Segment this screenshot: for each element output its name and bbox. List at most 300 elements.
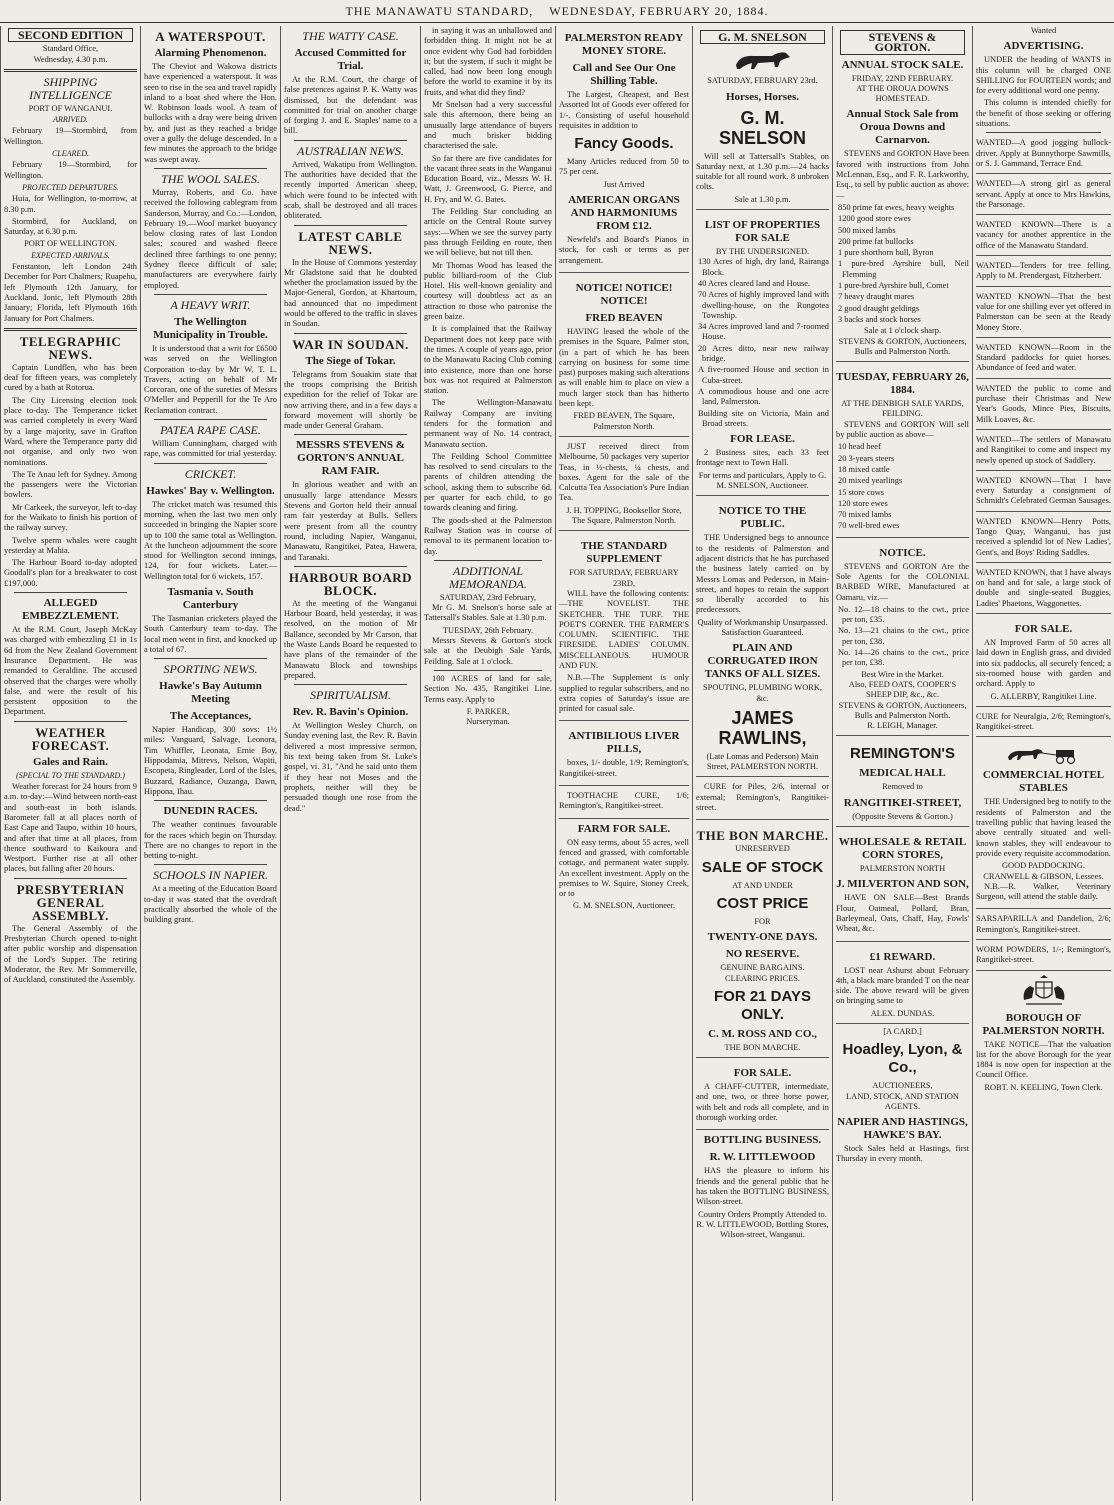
harbour-heading: HARBOUR BOARD BLOCK. — [288, 569, 413, 598]
advertiser-signature: G. M. SNELSON, Auctioneer. — [572, 901, 676, 911]
bon-marche-heading: THE BON MARCHE. — [696, 828, 829, 844]
opposite-line: (Opposite Stevens & Gorton.) — [852, 811, 953, 821]
stock-list — [836, 203, 969, 325]
article-text: At the R.M. Court, the charge of false pretences against P. K. Watty was dismissed, but the defendant was committed for trial on another charge of forging J. and E. Staples' name to a bill. — [284, 75, 417, 136]
sale-subheading: Annual Stock Sale from Oroua Downs and Carnarvon. — [846, 108, 959, 147]
article-text: The Feilding Star concluding an article on the Central Route survey says:—When we see the survey party pass through Feilding en route, then we will believe, but not till then. — [424, 207, 552, 258]
wanted-advert: WANTED—A strong girl as general servant. Apply at once to Mrs Hawkins, the Parsonage. — [976, 177, 1111, 215]
article-text: Napier Handicap, 300 sovs: 1½ miles: Vanguard, Salvage, Leonora, Tim Whiffler, Leonata, Ernie Boy, Hippodamia, Mitrevs, Nelson, Wapiti, Escopeta, Ringleader, Lord of the Isles, Buzzard, Radiance, Ouzanga, Dawn, Hippona, Ihau. — [144, 725, 277, 796]
divider — [154, 294, 267, 295]
for-21-days: FOR 21 DAYS ONLY. — [714, 987, 811, 1023]
agents-line: LAND, STOCK, AND STATION AGENTS. — [846, 1091, 959, 1111]
public-notice-heading: NOTICE TO THE PUBLIC. — [718, 505, 807, 531]
advertiser-name: FRED BEAVEN — [585, 311, 663, 324]
advertiser-name: G. M. SNELSON — [718, 107, 806, 148]
chaff-cutter-advert — [696, 1061, 829, 1130]
advert-text: HAS the pleasure to inform his friends and the general public that he has taken the BOTTLING BUSINESS, Wilson-street. — [696, 1166, 829, 1207]
stock-sale-advert — [836, 26, 969, 362]
horses-subheading: Horses, Horses. — [725, 90, 799, 103]
waterspout-heading: A WATERSPOUT. — [155, 29, 266, 44]
divider — [294, 566, 407, 567]
divider — [154, 864, 267, 865]
article-text: The Harbour Board to-day adopted Goodall's plan for a breakwater to cost £197,000. — [4, 558, 137, 588]
for-line: FOR — [754, 916, 771, 926]
corn-stores-heading: WHOLESALE & RETAIL CORN STORES, — [838, 836, 967, 862]
list-item: 850 prime fat ewes, heavy weights — [838, 202, 955, 212]
advert-text: The Largest, Cheapest, and Best Assorted lot of Goods ever offered for 1/-. Consisting of useful household requisites in addition to — [559, 90, 689, 130]
wanted-advert: WANTED—A good jogging bullock-driver. Apply at Bunnythorpe Sawmills, or S. J. Gammand, Terrace End. — [976, 136, 1111, 174]
annual-sale-heading: ANNUAL STOCK SALE. — [841, 58, 964, 71]
sale-venue: AT THE DENBIGH SALE YARDS, FEILDING. — [841, 399, 964, 419]
list-item: 200 prime fat bullocks — [838, 236, 914, 246]
advert-text: UNDER the heading of WANTS in this column will be charged ONE SHILLING for FOURTEEN words; and for every additional word one penny. — [976, 55, 1111, 96]
list-item: 10 head beef — [838, 442, 881, 452]
arrived-entry: February 19—Stormbird, from Wellington. — [4, 126, 137, 146]
sale-venue: AT THE OROUA DOWNS HOMESTEAD. — [856, 83, 949, 104]
toothache-advert — [559, 789, 689, 819]
spiritualism-subheading: Rev. R. Bavin's Opinion. — [292, 706, 409, 719]
clearing-prices: CLEARING PRICES. — [725, 973, 800, 983]
advertiser-signature: R. W. LITTLEWOOD, Bottling Stores, Wilson-street, Wanganui. — [696, 1219, 829, 1240]
coat-of-arms-icon — [1016, 974, 1072, 1008]
cost-price: COST PRICE — [716, 894, 809, 912]
lease-heading: FOR LEASE. — [730, 433, 795, 446]
column-8 — [972, 26, 1114, 1501]
advert-text: Newfeld's and Board's Pianos in stock, for cash or terms as per arrangement. — [559, 235, 689, 265]
supplement-heading: THE STANDARD SUPPLEMENT — [580, 540, 668, 566]
cable-heading: LATEST CABLE NEWS. — [298, 228, 403, 257]
cricket-subheading: Hawkes' Bay v. Wellington. — [146, 484, 275, 497]
article-text: At the meeting of the Wanganui Harbour Board, held yesterday, it was resolved, on the motion of Mr Ballance, seconded by Mr Carson, that the Waste Lands Board be requested to have plans of the remainder of the Manawatu Block and townships prepared. — [284, 598, 417, 680]
column-5 — [555, 26, 692, 1501]
article-text: Mr Thomas Wood has leased the public billiard-room of the Club Hotel. His well-known geniality and courtesy will doubtless act as an attraction to those who patronise the green baize. — [424, 260, 552, 322]
reward-advert — [836, 945, 969, 1024]
advertiser-name: F. PARKER, — [466, 706, 510, 716]
wanted-advert: WANTED—The settlers of Manawatu and Rangitikei to come and inspect my newly opened up stock of Saddlery. — [976, 433, 1111, 471]
sporting-heading: SPORTING NEWS. — [163, 662, 258, 677]
article-text: in saying it was an unhallowed and forbidden thing. It might not be at once evident why God had forbidden it; but the system, if such it might be called, had now been long enough before the world to examine it by its fruits, and what did they find? — [424, 26, 552, 97]
properties-list — [696, 257, 829, 429]
advertiser-name: C. M. ROSS AND CO., — [708, 1027, 817, 1040]
wanted-advert: WANTED—Tenders for tree felling. Apply to M. Prendergast, Fitzherbert. — [976, 259, 1111, 287]
list-item: 34 Acres improved land and 7-roomed House. — [698, 322, 829, 342]
weather-heading: WEATHER FORECAST. — [31, 724, 110, 753]
divider — [294, 140, 407, 141]
divider — [434, 670, 542, 671]
list-item: 7 heavy draught mares — [838, 292, 915, 302]
for-sale-heading: FOR SALE. — [733, 1067, 792, 1080]
hotel-stables-advert — [976, 740, 1111, 909]
country-orders-line: Country Orders Promptly Attended to. — [698, 1209, 827, 1219]
article-text: Arrived, Wakatipu from Wellington. The authorities have decided that the recently imported American sheep, which were found to be infected with scab, shall be destroyed and all traces obliterated. — [284, 159, 417, 221]
properties-advert — [696, 213, 829, 496]
arrived-label: ARRIVED. — [53, 115, 88, 125]
article-text: At the R.M. Court, Joseph McKay was charged with embezzling £1 in 1s 6d from the New Zealand Government Insurance Department. He was remanded to Geraldine. The accused observed that the charges were wholly false, and were the result of his persistent opposition to the Department. — [4, 625, 137, 717]
port-wanganui: PORT OF WANGANUI. — [28, 103, 113, 113]
article-text: At Wellington Wesley Church, on Sunday evening last, the Rev. R. Bavin delivered a most impressive sermon, his text being taken from St. Luke's gospel, vi. 31, "And he said unto them if they hear not Moses and the prophets, neither will they be persuaded though one rose from the dead." — [284, 721, 417, 813]
piles-advert — [696, 780, 829, 820]
wanted-advert: WANTED KNOWN—Henry Potts, Tango Quay, Wanganui, has just received a splendid lot of New Ladies', Gent's, and Boys' Riding Saddles. — [976, 515, 1111, 563]
properties-subheading: BY THE UNDERSIGNED. — [715, 247, 810, 257]
bon-marche-advert — [696, 823, 829, 1058]
street-line: RANGITIKEI-STREET, — [843, 796, 962, 809]
advertiser-name: JAMES RAWLINS, — [718, 707, 807, 748]
stevens-gorton-heading: STEVENS & GORTON. — [840, 30, 965, 55]
projected-entry: Huia, for Wellington, to-morrow, at 8.30 p.m. — [4, 194, 137, 214]
advert-text: TAKE NOTICE—That the valuation list for the above Borough for the year 1884 is now open for inspection at the Council Office. — [976, 1039, 1111, 1080]
list-item: 15 store cows — [838, 487, 885, 497]
advert-text: THE Undersigned beg to notify to the residents of Palmerston and the travelling public that having leased the above centrally situated and well-known stables, they will endeavour to provide every requisite accommodation. — [976, 797, 1111, 858]
sale-date: SATURDAY, FEBRUARY 23rd. — [707, 76, 818, 86]
dunedin-heading: DUNEDIN RACES. — [163, 805, 258, 818]
advert-text: N.B.—The Supplement is only supplied to regular subscribers, and no extra copies of Saturday's issue are printed for casual sale. — [559, 673, 689, 714]
column-7 — [832, 26, 972, 1501]
advert-text: LOST near Ashurst about February 4th, a black mare branded T on the near side. The above reward will be given on bringing same to — [836, 965, 969, 1006]
memo-entry: Messrs Stevens & Gorton's stock sale at the Deubigh Sale Yards, Feilding. Sale at 1 o'clock. — [424, 636, 552, 666]
corn-stores-advert — [836, 830, 969, 941]
weather-special: (SPECIAL TO THE STANDARD.) — [16, 770, 125, 780]
projected-entry: Stormbird, for Auckland, on Saturday, at 6.30 p.m. — [4, 216, 137, 237]
also-line: Also, FEED OATS, COOPER'S SHEEP DIP, &c., &c. — [848, 679, 957, 700]
advert-text: JUST received direct from Melbourne, 50 packages very superior Teas, in ½-chests, ¼ chests, and boxes. Agent for the sale of the Calcutta Tea Association's Pure Indian Tea. — [559, 441, 689, 503]
memo-date: TUESDAY, 26th February. — [442, 625, 534, 635]
advertiser-business: THE BON MARCHE. — [724, 1042, 801, 1052]
article-text: The Cheviot and Wakowa districts have experienced a waterspout. It was seen to rise in the sea and travel rapidly inland to a boat shed where the Hon. W. Robinson loads wool. A team of bullocks with a dray were being driven by, and just as they reached a bridge over a gully the deluge descended. In a few minutes the approach to the bridge was swept away. — [144, 62, 277, 164]
snelson-heading: G. M. SNELSON — [700, 30, 825, 44]
presbyterian-heading: PRESBYTERIAN GENERAL ASSEMBLY. — [16, 881, 125, 923]
manager-name: R. LEIGH, Manager. — [867, 721, 938, 731]
divider — [154, 463, 267, 464]
list-item: 1 pure-bred Ayrshire bull, Neil Flemming — [838, 259, 969, 279]
expected-text: Fenstanton, left London 24th December for Port Chalmers; Ruapehu, left Plymouth 12th January, for Auckland. Ionic, left Plymouth 28th January; Florida, left Plymouth 16th January for Port Chalmers. — [4, 262, 137, 323]
advert-text: N.B.—R. Walker, Veterinary Surgeon, will attend the stable daily. — [976, 881, 1111, 902]
advertising-heading: ADVERTISING. — [1003, 40, 1084, 53]
wanted-advert: WANTED KNOWN—Room in the Standard paddocks for quiet horses. Abundance of feed and water. — [976, 341, 1111, 379]
second-edition-heading: SECOND EDITION — [8, 28, 133, 42]
tea-advert — [559, 440, 689, 531]
spouting-line: SPOUTING, PLUMBING WORK, &c. — [703, 683, 822, 703]
best-wire-line: Best Wire in the Market. — [861, 669, 944, 679]
column-3 — [280, 26, 420, 1501]
advertiser-name: R. W. LITTLEWOOD — [709, 1151, 816, 1164]
article-text: The Feilding School Committee has resolved to send circulars to the parents of children attending the school, asking them to subscribe 6d. per quarter for each child, to go towards cleaning and firing. — [424, 451, 552, 513]
list-item: A five-roomed House and section in Cuba-street. — [698, 365, 829, 385]
expected-label: EXPECTED ARRIVALS. — [31, 250, 110, 260]
at-under-line: AT AND UNDER — [732, 880, 793, 890]
advertiser-signature: J. H. TOPPING, Booksellor Store, The Square, Palmerston North. — [566, 505, 682, 526]
borough-heading: BOROUGH OF PALMERSTON NORTH. — [982, 1011, 1105, 1037]
advert-text: STEVENS and GORTON Have been favored with instructions from John McLennan, Esq., and F. R. Larkworthy, Esq., to sell by public auction as above:— — [836, 149, 969, 200]
organs-line: AMERICAN ORGANS AND HARMONIUMS FROM £12. — [568, 194, 680, 233]
barbed-wire-advert — [836, 541, 969, 737]
soudan-heading: WAR IN SOUDAN. — [292, 336, 409, 352]
divider — [294, 333, 407, 334]
tasmania-subheading: Tasmania v. South Canterbury — [167, 585, 254, 611]
masthead-date: WEDNESDAY, FEBRUARY 20, 1884. — [549, 4, 769, 18]
article-text: Murray, Roberts, and Co. have received the following cablegram from Sanderson, Murray, and Co.:—London, February 19.—Wool market buoyancy below closing rates of last London sales; scoured and washed fleece declined three farthings to one penny; Sydney fleece difficult of sale; manufacturers are everywhere fairly employed. — [144, 187, 277, 290]
divider — [14, 721, 127, 722]
memo-entry: Mr G. M. Snelson's horse sale at Tattersall's Stables. Sale at 1.30 p.m. — [424, 603, 552, 623]
advertiser-signature: For terms and particulars, Apply to G. M. SNELSON, Auctioneer. — [698, 470, 827, 491]
reward-heading: £1 REWARD. — [869, 950, 936, 963]
column-2 — [140, 26, 280, 1501]
removed-line: Removed to — [882, 782, 923, 792]
list-item: 120 store ewes — [838, 498, 888, 508]
article-text: In the House of Commons yesterday Mr Gladstone said that he doubted whether the proclamation issued by the Major-General, Gordon, at Khartoum, had announced that no impediment would be offered to the traffic in slaves in Soudan. — [284, 257, 417, 329]
twenty-one-days: TWENTY-ONE DAYS. — [707, 931, 818, 944]
embezzlement-heading: ALLEGED EMBEZZLEMENT. — [22, 597, 119, 623]
sporting-subheading: Hawke's Bay Autumn Meeting — [159, 680, 262, 706]
list-item: 20 Acres ditto, near new railway bridge. — [698, 343, 829, 364]
medical-hall-heading: MEDICAL HALL — [859, 767, 946, 780]
advert-text: CURE for Piles, 2/6, internal or external; Remington's, Rangitikei-street. — [696, 782, 829, 813]
horse-icon — [728, 47, 798, 73]
store-subheading: Call and See Our One Shilling Table. — [572, 62, 676, 87]
divider — [4, 69, 137, 72]
supplement-date: FOR SATURDAY, FEBRUARY 23RD, — [569, 568, 679, 588]
advert-text: This column is intended chiefly for the benefit of those seeking or offering situations. — [976, 98, 1111, 129]
divider — [154, 658, 267, 659]
heavy-writ-heading: A HEAVY WRIT. — [170, 297, 251, 312]
ram-fair-heading: MESSRS STEVENS & GORTON'S ANNUAL RAM FAIR. — [296, 439, 405, 478]
soudan-subheading: The Siege of Tokar. — [305, 354, 396, 367]
pills-advert — [559, 724, 689, 786]
properties-heading: LIST OF PROPERTIES FOR SALE — [704, 219, 821, 245]
farm-heading: FARM FOR SALE. — [577, 822, 671, 835]
card-label: [A CARD.] — [883, 1027, 922, 1036]
wire-price-list — [836, 605, 969, 669]
sale-date: TUESDAY, FEBRUARY 26, 1884. — [836, 371, 969, 397]
just-arrived: Just Arrived — [603, 179, 645, 189]
list-item: 130 Acres of high, dry land, Rairanga Block. — [698, 257, 829, 277]
neuralgia-advert: CURE for Neuralgia, 2/6; Remington's, Rangitikei-street. — [976, 710, 1111, 738]
advert-text: THE Undersigned begs to announce to the residents of Palmerston and adjacent districts that he has purchased the business lately carried on by Messrs Lomas and Pederson, in Main-street, and hopes to retain the support so liberally accorded to his predecessors. — [696, 533, 829, 615]
farm-for-sale-advert — [976, 617, 1111, 707]
advert-text: AN Improved Farm of 50 acres all laid down in English grass, and divided into six paddocks, all securely fenced; a six-roomed house with garden and orchard. Apply to — [976, 638, 1111, 689]
patea-heading: PATEA RAPE CASE. — [160, 423, 261, 438]
advert-text: WILL have the following contents:—THE NOVELIST. THE SKETCHER. THE TURF. THE POET'S CORNER. THE FARMER'S COLUMN. SCIENTIFIC. THE FIRESIDE. LADIES' COLUMN. MISCELLANEOUS. HUMOUR AND FUN. — [559, 588, 689, 670]
advertiser-signature: STEVENS & GORTON, Auctioneers, Bulls and Palmerston North. — [838, 700, 967, 720]
advertiser-signature: CRANWELL & GIBSON, Lessees. — [983, 871, 1104, 881]
denbigh-sale-advert — [836, 365, 969, 538]
edition-time: Wednesday, 4.30 p.m. — [33, 54, 108, 64]
wanted-advert: WANTED KNOWN—That the best value for one shilling ever yet offered in Palmerston can be seen at the Ready Money Store. — [976, 290, 1111, 338]
list-item: 3 backs and stock horses — [838, 314, 921, 324]
article-text: Twelve sperm whales were caught yesterday at Mahia. — [4, 535, 137, 555]
fancy-goods: Fancy Goods. — [574, 135, 674, 153]
no-reserve: NO RESERVE. — [725, 948, 800, 961]
masthead — [0, 0, 1114, 23]
unreserved-line: UNRESERVED — [735, 844, 790, 854]
location-line: NAPIER AND HASTINGS, HAWKE'S BAY. — [837, 1116, 968, 1142]
notice-heading: NOTICE! NOTICE! NOTICE! — [575, 281, 673, 307]
list-item: No. 13—21 chains to the cwt., price per ton, £38. — [838, 626, 969, 646]
list-item: 70 Acres of highly improved land with dwelling-house, on the Rongotea Township. — [698, 290, 829, 320]
advertiser-signature: FRED BEAVEN, The Square, Palmerston North. — [573, 411, 675, 431]
wool-sales-heading: THE WOOL SALES. — [161, 171, 260, 186]
australian-heading: AUSTRALIAN NEWS. — [297, 143, 404, 158]
list-item: No. 14—26 chains to the cwt., price per ton, £38. — [838, 648, 969, 668]
wanted-advert: WANTED KNOWN—That I have every Saturday a consignment of Schmidt's Celebrated German Sausages. — [976, 474, 1111, 512]
article-text: The General Assembly of the Presbyterian Church opened to-night after public worship and dispensation of the Lord's Supper. The retiring Moderator, the Rev. Mr Sommerville, of Auckland, constituted the Assembly. — [4, 923, 137, 985]
snelson-horse-advert — [696, 26, 829, 210]
list-item: 1 pure shorthorn bull, Byron — [838, 248, 934, 258]
advert-text: 2 Business sites, each 33 feet frontage next to Town Hall. — [696, 448, 829, 468]
article-text: Mr Carkeek, the surveyor, left to-day for the Waikato to finish his portion of the railway survey. — [4, 502, 137, 533]
column-6 — [692, 26, 832, 1501]
advert-text: Will sell at Tattersall's Stables, on Saturday next, at 1.30 p.m.—24 hacks suitable for all round work. 8 unbroken colts. — [696, 151, 829, 192]
list-item: 70 well-bred ewes — [838, 521, 900, 531]
divider — [14, 592, 127, 593]
wanted-advert: WANTED KNOWN—There is a vacancy for another apprentice in the office of the Manawatu Standard. — [976, 218, 1111, 256]
divider — [154, 419, 267, 420]
article-text: Mr Snelson had a very successful sale this afternoon, there being an unusually large attendance of buyers and much brisker bidding characterised the sale. — [424, 100, 552, 151]
watty-heading: THE WATTY CASE. — [302, 29, 399, 43]
genuine-bargains: GENUINE BARGAINS. — [720, 963, 805, 973]
advert-text: TOOTHACHE CURE, 1/6; Remington's, Rangitikei-street. — [559, 791, 689, 811]
divider — [434, 560, 542, 561]
office-line: Standard Office, — [42, 44, 99, 54]
article-text: Captain Lundflen, who has been deaf for fifteen years, was completely cured by a bath at Rotorua. — [4, 362, 137, 393]
article-text: Telegrams from Souakim state that the troops comprising the British expedition for the relief of Tokar are now arriving there, and in a few days a forward movement will shortly be made under General Graham. — [284, 369, 417, 431]
remington-heading: REMINGTON'S — [850, 745, 955, 763]
farm-advert-text: 100 ACRES of land for sale, Section No. 435, Rangitikei Line. Terms easy. Apply to — [424, 673, 552, 704]
divider — [154, 168, 267, 169]
advertiser-name: J. MILVERTON AND SON, — [836, 878, 969, 891]
list-item: 20 3-years steers — [838, 453, 895, 463]
advert-text: HAVING leased the whole of the premises in the Square, Palmer ston, (in a part of which he has been carrying on business for some time past) purposes making such alterations as will enable him to place on view a much larger stock than has hitherto been kept. — [559, 326, 689, 409]
ready-money-store-advert — [559, 26, 689, 273]
advertiser-signature: G. ALLERBY, Rangitikei Line. — [990, 691, 1097, 701]
article-text: Weather forecast for 24 hours from 9 a.m. to-day:—Wind between north-east and south-east in both islands. Barometer fall at all places north of East Cape and Taupo, within 10 hours, and after that time at all places, from thence southward to Kaikoura and Westport. Further rise at all other places, but falling after 20 hours. — [4, 782, 137, 874]
advert-text: HAVE ON SALE—Best Brands Flour, Oatmeal, Pollard, Bran, Barleymeal, Oats, Chaff, Hay, Fowls' Wheat, &c. — [836, 893, 969, 934]
article-text: The City Licensing election took place to-day. The Temperance ticket was carried completely in every Ward by a large majority, save in Grafton Ward, where the Temperance party did not organise, and only two won nominations. — [4, 395, 137, 467]
divider — [294, 684, 407, 685]
port-wellington: PORT OF WELLINGTON. — [24, 239, 117, 249]
article-text: The Te Anau left for Sydney. Among the passengers were the Victorian bowlers. — [4, 469, 137, 500]
column-1 — [0, 26, 140, 1501]
for-sale-heading: FOR SALE. — [1014, 623, 1073, 636]
worm-powders-advert: WORM POWDERS, 1/-; Remington's, Rangitikei-street. — [976, 943, 1111, 971]
advertiser-signature: STEVENS & GORTON, Auctioneers, Bulls and Palmerston North. — [838, 336, 967, 356]
advert-text: ON easy terms, about 55 acres, well fenced and grassed, with comfortable cottage, and permanent water supply. An excellent investment. Apply on the premises to W. Squire, Stoney Creek, or to — [559, 837, 689, 899]
article-text: At a meeting of the Education Board to-day it was stated that the overdraft practically absorbed the whole of the building grant. — [144, 884, 277, 925]
article-text: The cricket match was resumed this morning, when the last two men only succeeded in bringing the Napier score up to 100 the same total as Wellington. At the luncheon adjournment the score stood for Wellington second innings, 124, for four wickets. Later.—Wellington total for 6 wickets, 157. — [144, 499, 277, 581]
article-text: It is complained that the Railway Department does not keep pace with the times. A couple of years ago, prior to the Manawatu Racing Club coming into existence, more than one horse box was not required at Palmerston station. — [424, 324, 552, 396]
cleared-entry: February 19—Stormbird, for Wellington. — [4, 160, 137, 180]
article-text: The Wellington-Manawatu Railway Company are inviting tenders for the formation and permanent way of No. 14 contract, Manawatu section. — [424, 398, 552, 449]
advertiser-address: (Late Lomas and Pederson) Main Street, PALMERSTON NORTH. — [706, 751, 819, 772]
advert-text: Many Articles reduced from 50 to 75 per cent. — [559, 157, 689, 177]
list-item: 1 pure-bred Ayrshire bull, Comet — [838, 281, 949, 291]
fred-beaven-advert — [559, 276, 689, 437]
heavy-writ-subheading: The Wellington Municipality in Trouble. — [153, 315, 268, 341]
list-item: 500 mixed lambs — [838, 225, 896, 235]
telegraphic-heading: TELEGRAPHIC NEWS. — [19, 333, 122, 362]
rawlins-advert — [696, 499, 829, 777]
store-heading: PALMERSTON READY MONEY STORE. — [564, 32, 684, 57]
divider — [986, 132, 1101, 133]
list-item: 1200 good store ewes — [838, 214, 911, 224]
waterspout-subheading: Alarming Phenomenon. — [154, 47, 267, 59]
advert-text: Stock Sales held at Hastings, first Thursday in every month. — [836, 1144, 969, 1164]
article-text: The Tasmanian cricketers played the South Canterbury team to-day. The local men went in first, and knocked up a total of 67. — [144, 613, 277, 654]
list-item: Building site on Victoria, Main and Broad streets. — [698, 408, 829, 428]
advert-text: boxes, 1/- double, 1/9; Remington's, Rangitikei-street. — [559, 758, 689, 778]
list-item: 2 good draught geldings — [838, 303, 920, 313]
advertiser-signature: ALEX. DUNDAS. — [870, 1008, 935, 1018]
town-line: PALMERSTON NORTH — [859, 864, 946, 874]
advert-text: A CHAFF-CUTTER, intermediate, and one, two, or three horse power, with belt and rods all complete, and in thorough working order. — [696, 1082, 829, 1123]
good-paddocking: GOOD PADDOCKING. — [1002, 861, 1085, 871]
advertiser-signature: ROBT. N. KEELING, Town Clerk. — [984, 1082, 1103, 1092]
bottling-heading: BOTTLING BUSINESS. — [703, 1134, 822, 1147]
list-item: 40 Acres cleared land and House. — [698, 278, 811, 288]
sale-time: Sale at 1 o'clock sharp. — [863, 326, 942, 336]
list-item: 18 mixed cattle — [838, 464, 890, 474]
divider — [4, 328, 137, 331]
auctioneers-line: AUCTIONEERS, — [872, 1081, 933, 1091]
projected-label: PROJECTED DEPARTURES. — [22, 182, 119, 192]
supplement-advert — [559, 534, 689, 721]
divider — [294, 225, 407, 226]
list-item: A commodious house and one acre land, Palmerston. — [698, 386, 829, 407]
horse-carriage-icon — [1004, 745, 1084, 765]
list-item: 70 mixed lambs — [838, 510, 892, 520]
cricket-heading: CRICKET. — [184, 466, 237, 481]
column-4 — [420, 26, 555, 1501]
wanted-advert: WANTED KNOWN, that I have always on hand and for sale, a large stock of double and single-seated Buggies, Ladies' Phaetons, Waggonettes. — [976, 566, 1111, 614]
hotel-stables-heading: COMMERCIAL HOTEL STABLES — [982, 769, 1105, 795]
article-text: William Cunningham, charged with rape, was committed for trial yesterday. — [144, 439, 277, 459]
pills-heading: ANTIBILIOUS LIVER PILLS, — [568, 730, 680, 756]
divider — [14, 878, 127, 879]
list-item: 20 mixed yearlings — [838, 476, 903, 486]
acceptances-subheading: The Acceptances, — [169, 710, 252, 723]
article-text: The weather continues favourable for the races which begin on Thursday. There are no changes to report in the betting to-night. — [144, 820, 277, 861]
sale-date: FRIDAY, 22ND FEBRUARY. — [851, 73, 954, 83]
sale-time: Sale at 1.30 p.m. — [734, 194, 791, 204]
watty-subheading: Accused Committed for Trial. — [294, 47, 407, 72]
advert-text: STEVENS and GORTON Will sell by public auction as above— — [836, 419, 969, 440]
sarsaparilla-advert: SARSAPARILLA and Dandelion, 2/6; Remington's, Rangitikei-street. — [976, 912, 1111, 940]
notice-heading: NOTICE. — [879, 546, 926, 559]
masthead-paper-name: THE MANAWATU STANDARD, — [345, 4, 534, 18]
wanted-advert: WANTED the public to come and purchase their Christmas and New Year's Goods, Mince Pies, Biscuits, Milk Loaves, &c. — [976, 382, 1111, 430]
cleared-label: CLEARED. — [51, 149, 90, 159]
divider — [294, 434, 407, 435]
article-text: In glorious weather and with an unusually large attendance Messrs Stevens and Gorton held their annual ram fair yesterday at Bulls. Sellers were present from all the country round, including Napier, Wanganui, Manawatu, Rangitikei, Patea, Hawera, and Taranaki. — [284, 480, 417, 562]
remington-advert — [836, 739, 969, 827]
wanted-heading: Wanted — [1030, 26, 1057, 35]
article-text: So far there are five candidates for the vacant three seats in the Wanganui Education Board, viz., Messrs W. H. Watt, J. Greenwood, G. Pierce, and H. Fry, and W. G. Bates. — [424, 153, 553, 204]
divider — [154, 800, 267, 801]
stock-list — [836, 442, 969, 531]
shipping-heading: SHIPPING INTELLIGENCE — [29, 74, 112, 102]
article-text: It is understood that a writ for £6500 was served on the Wellington Corporation to-day by Mr W. T. L. Travers, acting on behalf of Mr Corcoran, one of the sureties of Messrs O'Meller and Pepperill for the Te Aro Reclamation contract. — [144, 343, 277, 415]
spiritualism-heading: SPIRITUALISM. — [310, 688, 391, 703]
article-text: The goods-shed at the Palmerston Railway Station was in course of removal to its permanent location to-day. — [424, 515, 552, 556]
schools-heading: SCHOOLS IN NAPIER. — [153, 868, 268, 883]
advertiser-trade: Nurseryman. — [466, 717, 510, 727]
weather-subheading: Gales and Rain. — [33, 755, 108, 768]
memo-date: SATURDAY, 23rd February, — [439, 592, 537, 602]
memoranda-heading: ADDITIONAL MEMORANDA. — [449, 563, 527, 591]
sale-of-stock: SALE OF STOCK — [701, 858, 824, 876]
hoadley-heading: Hoadley, Lyon, & Co., — [842, 1041, 963, 1077]
iron-tanks-line: PLAIN AND CORRUGATED IRON TANKS OF ALL SIZES. — [704, 642, 821, 681]
advert-text: Quality of Workmanship Unsurpassed. Satisfaction Guaranteed. — [697, 617, 828, 637]
